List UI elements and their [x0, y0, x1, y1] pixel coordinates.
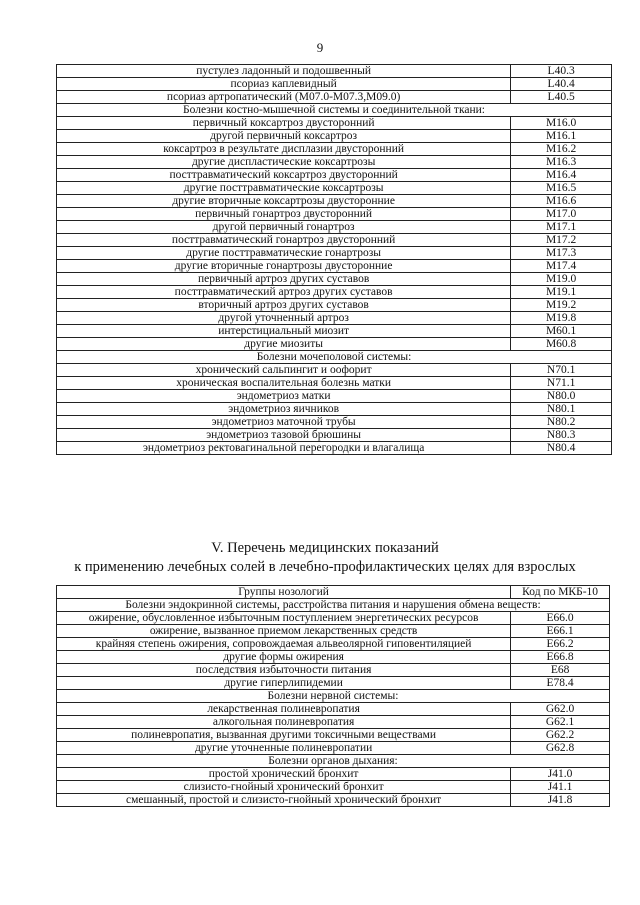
icd-code: L40.4 [511, 78, 612, 91]
icd-code: M19.8 [511, 312, 612, 325]
icd-code: G62.8 [511, 742, 610, 755]
nosology-name: другие формы ожирения [57, 651, 511, 664]
nosology-name: ожирение, обусловленное избыточным поступлением энергетических ресурсов [57, 612, 511, 625]
table-row [57, 325, 612, 338]
icd-code: M17.3 [511, 247, 612, 260]
table-row [57, 247, 612, 260]
icd-code: M17.1 [511, 221, 612, 234]
icd-code: L40.5 [511, 91, 612, 104]
icd-code: M16.5 [511, 182, 612, 195]
icd-code: N70.1 [511, 364, 612, 377]
table-row [57, 416, 612, 429]
section-heading-title: V. Перечень медицинских показаний [211, 540, 439, 556]
table-row [57, 182, 612, 195]
nosology-name: интерстициальный миозит [57, 325, 511, 338]
section-title: Болезни эндокринной системы, расстройства питания и нарушения обмена веществ: [57, 599, 610, 612]
table-row [57, 377, 612, 390]
nosology-name: другие посттравматические гонартрозы [57, 247, 511, 260]
nosology-name: посттравматический коксартроз двусторонний [57, 169, 511, 182]
table-row [57, 91, 612, 104]
table-row [57, 729, 610, 742]
icd-code: M17.0 [511, 208, 612, 221]
icd-code: G62.1 [511, 716, 610, 729]
nosology-name: хронический сальпингит и оофорит [57, 364, 511, 377]
section-header-row [57, 755, 610, 768]
nosology-name: алкогольная полиневропатия [57, 716, 511, 729]
table-row [57, 429, 612, 442]
icd-code: M16.1 [511, 130, 612, 143]
table-row [57, 260, 612, 273]
nosology-name: хроническая воспалительная болезнь матки [57, 377, 511, 390]
section-title: Болезни костно-мышечной системы и соединительной ткани: [57, 104, 612, 117]
nosology-name: другой первичный коксартроз [57, 130, 511, 143]
table-row [57, 742, 610, 755]
nosology-name: первичный гонартроз двусторонний [57, 208, 511, 221]
table-row [57, 65, 612, 78]
table-row [57, 716, 610, 729]
nosology-name: другие миозиты [57, 338, 511, 351]
nosology-name: другие вторичные гонартрозы двусторонние [57, 260, 511, 273]
nosology-name: другие вторичные коксартрозы двусторонние [57, 195, 511, 208]
nosology-name: крайняя степень ожирения, сопровождаемая альвеолярной гиповентиляцией [57, 638, 511, 651]
nosology-name: слизисто-гнойный хронический бронхит [57, 781, 511, 794]
table-row [57, 169, 612, 182]
diagnosis-table-body [57, 65, 612, 455]
section-header-row [57, 599, 610, 612]
icd-code: M19.1 [511, 286, 612, 299]
table-row [57, 703, 610, 716]
section-title: Болезни органов дыхания: [57, 755, 610, 768]
section-title: Болезни мочеполовой системы: [57, 351, 612, 364]
nosology-name: посттравматический гонартроз двусторонний [57, 234, 511, 247]
table-row [57, 638, 610, 651]
table-row [57, 299, 612, 312]
icd-code: J41.8 [511, 794, 610, 807]
nosology-name: другой уточненный артроз [57, 312, 511, 325]
table-row [57, 338, 612, 351]
icd-code: N71.1 [511, 377, 612, 390]
icd-code: L40.3 [511, 65, 612, 78]
icd-code: J41.1 [511, 781, 610, 794]
nosology-name: эндометриоз яичников [57, 403, 511, 416]
table-row [57, 664, 610, 677]
nosology-name: вторичный артроз других суставов [57, 299, 511, 312]
table-row [57, 390, 612, 403]
icd-code: G62.2 [511, 729, 610, 742]
icd-code: M60.8 [511, 338, 612, 351]
salt-indications-table [56, 585, 610, 807]
icd-code: N80.1 [511, 403, 612, 416]
table-row [57, 143, 612, 156]
nosology-name: коксартроз в результате дисплазии двусторонний [57, 143, 511, 156]
icd-code: M16.3 [511, 156, 612, 169]
icd-code: G62.0 [511, 703, 610, 716]
icd-code: N80.4 [511, 442, 612, 455]
nosology-name: простой хронический бронхит [57, 768, 511, 781]
nosology-name: ожирение, вызванное приемом лекарственных средств [57, 625, 511, 638]
table-row [57, 234, 612, 247]
nosology-name: эндометриоз ректовагинальной перегородки и влагалища [57, 442, 511, 455]
table-row [57, 78, 612, 91]
table-row [57, 403, 612, 416]
icd-code: M16.2 [511, 143, 612, 156]
nosology-name: псориаз артропатический (M07.0-M07.3,M09.0) [57, 91, 511, 104]
icd-code: E66.0 [511, 612, 610, 625]
column-header-groups: Группы нозологий [57, 586, 511, 599]
table-row [57, 195, 612, 208]
icd-code: M60.1 [511, 325, 612, 338]
icd-code: N80.2 [511, 416, 612, 429]
icd-code: M17.2 [511, 234, 612, 247]
table-row [57, 117, 612, 130]
salt-indications-table-body [57, 599, 610, 807]
icd-code: M16.0 [511, 117, 612, 130]
nosology-name: посттравматический артроз других суставов [57, 286, 511, 299]
table-row [57, 781, 610, 794]
table-row [57, 768, 610, 781]
nosology-name: эндометриоз тазовой брюшины [57, 429, 511, 442]
table-row [57, 273, 612, 286]
nosology-name: лекарственная полиневропатия [57, 703, 511, 716]
page-number: 9 [316, 40, 324, 55]
section-header-row [57, 351, 612, 364]
table-row [57, 156, 612, 169]
section-header-row [57, 104, 612, 117]
icd-code: M19.2 [511, 299, 612, 312]
section-header-row [57, 690, 610, 703]
icd-code: E66.8 [511, 651, 610, 664]
icd-code: M16.4 [511, 169, 612, 182]
table-row [57, 612, 610, 625]
nosology-name: псориаз каплевидный [57, 78, 511, 91]
nosology-name: эндометриоз матки [57, 390, 511, 403]
column-header-icd-code: Код по МКБ-10 [511, 586, 610, 599]
table-row [57, 130, 612, 143]
table-row [57, 221, 612, 234]
table-header-row [57, 586, 610, 599]
nosology-name: другие уточненные полиневропатии [57, 742, 511, 755]
nosology-name: последствия избыточности питания [57, 664, 511, 677]
table-row [57, 625, 610, 638]
nosology-name: другой первичный гонартроз [57, 221, 511, 234]
nosology-name: другие гиперлипидемии [57, 677, 511, 690]
icd-code: M19.0 [511, 273, 612, 286]
icd-code: E68 [511, 664, 610, 677]
nosology-name: первичный артроз других суставов [57, 273, 511, 286]
table-row [57, 794, 610, 807]
icd-code: M16.6 [511, 195, 612, 208]
icd-code: J41.0 [511, 768, 610, 781]
icd-code: E66.1 [511, 625, 610, 638]
nosology-name: пустулез ладонный и подошвенный [57, 65, 511, 78]
section-heading-subtitle: к применению лечебных солей в лечебно-профилактических целях для взрослых [74, 559, 576, 575]
nosology-name: другие посттравматические коксартрозы [57, 182, 511, 195]
section-title: Болезни нервной системы: [57, 690, 610, 703]
table-row [57, 651, 610, 664]
icd-code: N80.3 [511, 429, 612, 442]
nosology-name: полиневропатия, вызванная другими токсичными веществами [57, 729, 511, 742]
nosology-name: первичный коксартроз двусторонний [57, 117, 511, 130]
diagnosis-table-continued [56, 64, 612, 455]
icd-code: E78.4 [511, 677, 610, 690]
table-row [57, 312, 612, 325]
nosology-name: эндометриоз маточной трубы [57, 416, 511, 429]
nosology-name: смешанный, простой и слизисто-гнойный хронический бронхит [57, 794, 511, 807]
table-row [57, 677, 610, 690]
icd-code: E66.2 [511, 638, 610, 651]
table-row [57, 286, 612, 299]
table-row [57, 208, 612, 221]
icd-code: N80.0 [511, 390, 612, 403]
icd-code: M17.4 [511, 260, 612, 273]
table-row [57, 442, 612, 455]
nosology-name: другие диспластические коксартрозы [57, 156, 511, 169]
table-row [57, 364, 612, 377]
